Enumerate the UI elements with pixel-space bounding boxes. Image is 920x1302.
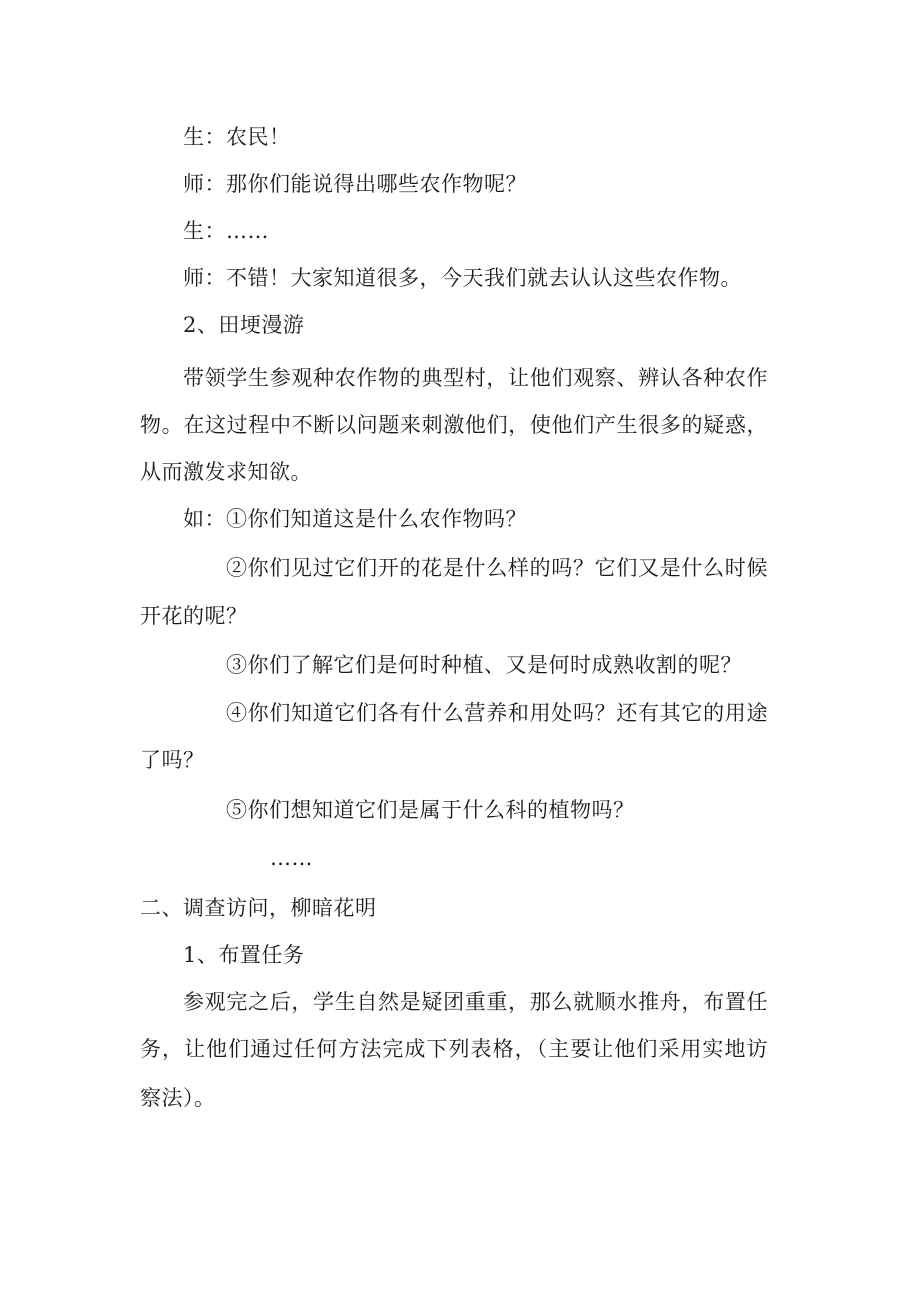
paragraph-line: 从而激发求知欲。 bbox=[140, 460, 312, 484]
dialogue-teacher-2: 师：不错！大家知道很多，今天我们就去认认这些农作物。 bbox=[183, 266, 742, 290]
paragraph-line: 参观完之后，学生自然是疑团重重，那么就顺水推舟，布置任 bbox=[183, 990, 768, 1014]
question-4: ④你们知道它们各有什么营养和用处吗？还有其它的用途 bbox=[226, 701, 768, 725]
paragraph-line: 务，让他们通过任何方法完成下列表格，（主要让他们采用实地访 bbox=[140, 1037, 768, 1061]
question-2-continued: 开花的呢？ bbox=[140, 604, 248, 628]
paragraph-line: 察法）。 bbox=[140, 1086, 216, 1110]
paragraph-line: 物。在这过程中不断以问题来刺激他们，使他们产生很多的疑惑， bbox=[140, 413, 768, 437]
section-heading-field-tour: 2、田埂漫游 bbox=[183, 313, 305, 337]
question-1: 如：①你们知道这是什么农作物吗？ bbox=[183, 507, 527, 531]
section-heading-survey: 二、调查访问，柳暗花明 bbox=[140, 896, 377, 920]
dialogue-student-1: 生：农民！ bbox=[183, 125, 291, 149]
paragraph-line: 带领学生参观种农作物的典型村，让他们观察、辨认各种农作 bbox=[183, 366, 768, 390]
question-5: ⑤你们想知道它们是属于什么科的植物吗？ bbox=[226, 798, 635, 822]
dialogue-teacher-1: 师：那你们能说得出哪些农作物呢？ bbox=[183, 172, 527, 196]
question-3: ③你们了解它们是何时种植、又是何时成熟收割的呢？ bbox=[226, 653, 742, 677]
ellipsis: …… bbox=[270, 846, 313, 870]
dialogue-student-2: 生：…… bbox=[183, 219, 269, 243]
question-4-continued: 了吗？ bbox=[140, 748, 205, 772]
subheading-assign-task: 1、布置任务 bbox=[183, 943, 305, 967]
question-2: ②你们见过它们开的花是什么样的吗？它们又是什么时候 bbox=[226, 556, 768, 580]
